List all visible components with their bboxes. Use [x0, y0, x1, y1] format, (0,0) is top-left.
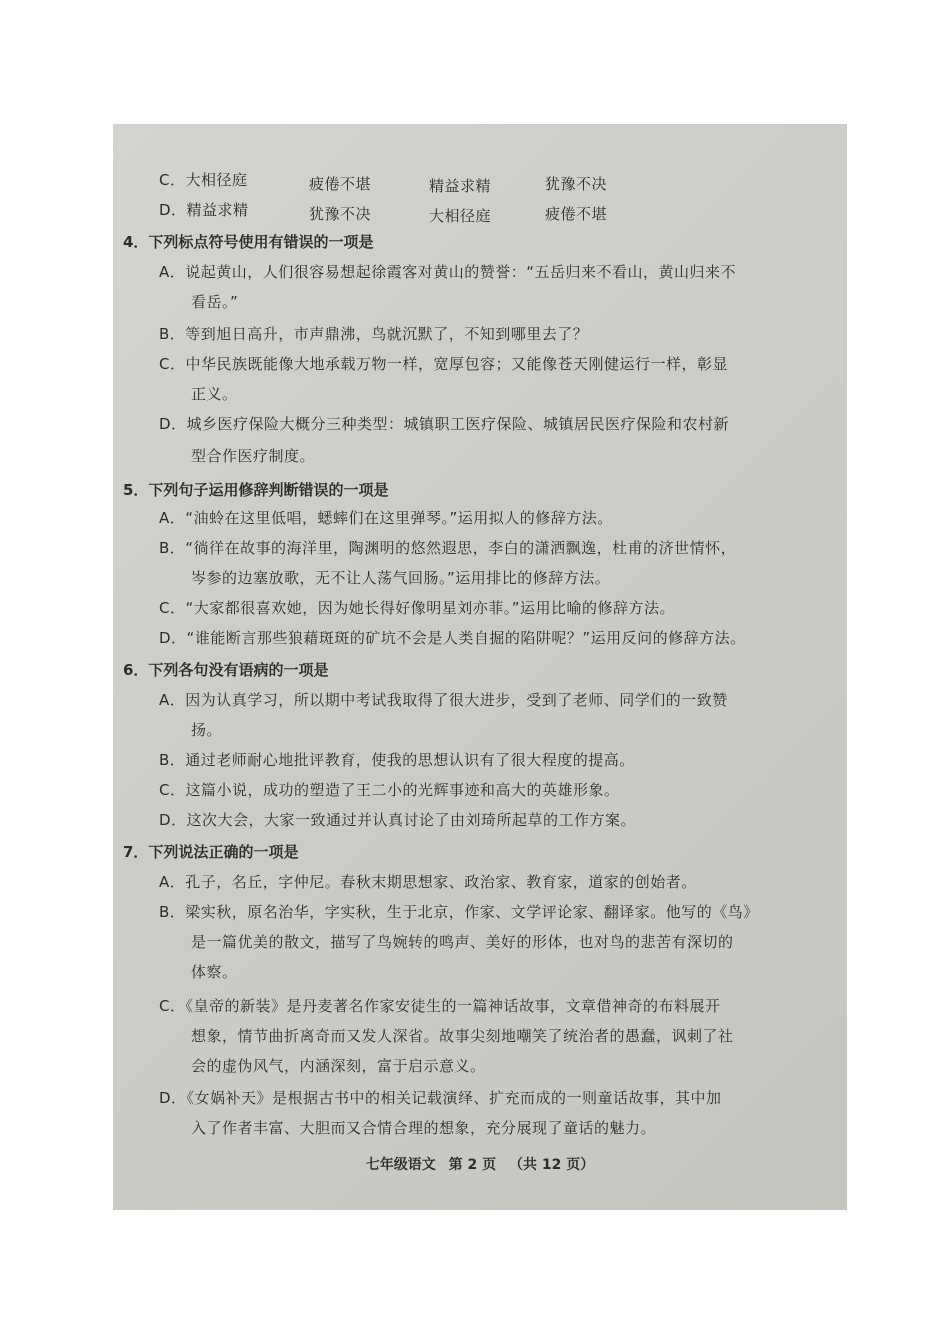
footer-total-pages: （共 12 页） — [509, 1157, 595, 1173]
q7-option-b-cont1: 是一篇优美的散文，描写了鸟婉转的鸣声、美好的形体，也对鸟的悲苦有深切的 — [191, 933, 734, 951]
q7-option-c: C．《皇帝的新装》是丹麦著名作家安徒生的一篇神话故事，文章借神奇的布料展开 — [159, 997, 721, 1015]
q6-stem: 6．下列各句没有语病的一项是 — [123, 661, 329, 679]
q7-option-c-cont1: 想象，情节曲折离奇而又发人深省。故事尖刻地嘲笑了统治者的愚蠢，讽刺了社 — [191, 1027, 734, 1045]
q6-option-a: A．因为认真学习，所以期中考试我取得了很大进步，受到了老师、同学们的一致赞 — [159, 691, 728, 709]
q7-option-d: D．《女娲补天》是根据古书中的相关记载演绎、扩充而成的一则童话故事，其中加 — [159, 1089, 722, 1107]
q7-option-b: B．梁实秋，原名治华，字实秋，生于北京，作家、文学评论家、翻译家。他写的《鸟》 — [159, 903, 759, 921]
q5-option-b: B．“徜徉在故事的海洋里，陶渊明的悠然遐思，李白的潇洒飘逸，杜甫的济世情怀， — [159, 539, 737, 557]
q7-option-a: A．孔子，名丘，字仲尼。春秋末期思想家、政治家、教育家，道家的创始者。 — [159, 873, 697, 891]
q3-option-c-3: 精益求精 — [429, 177, 492, 195]
q3-option-c-2: 疲倦不堪 — [309, 175, 372, 193]
q5-option-d: D．“谁能断言那些狼藉斑斑的矿坑不会是人类自掘的陷阱呢？”运用反问的修辞方法。 — [159, 629, 746, 647]
q7-stem: 7．下列说法正确的一项是 — [123, 843, 299, 861]
q6-option-b: B．通过老师耐心地批评教育，使我的思想认识有了很大程度的提高。 — [159, 751, 635, 769]
q5-option-b-cont: 岑参的边塞放歌，无不让人荡气回肠。”运用排比的修辞方法。 — [191, 569, 611, 587]
q7-option-c-cont2: 会的虚伪风气，内涵深刻，富于启示意义。 — [191, 1057, 486, 1075]
q4-option-c: C．中华民族既能像大地承载万物一样，宽厚包容；又能像苍天刚健运行一样，彰显 — [159, 355, 728, 373]
q6-option-a-cont: 扬。 — [191, 721, 223, 739]
q3-option-c-4: 犹豫不决 — [545, 175, 608, 193]
q3-option-c-1: C．大相径庭 — [159, 171, 248, 189]
q3-option-d-3: 大相径庭 — [429, 207, 492, 225]
q6-option-d: D．这次大会，大家一致通过并认真讨论了由刘琦所起草的工作方案。 — [159, 811, 637, 829]
q4-option-a-cont: 看岳。” — [191, 293, 239, 311]
q4-stem: 4．下列标点符号使用有错误的一项是 — [123, 233, 374, 251]
q4-option-a: A．说起黄山，人们很容易想起徐霞客对黄山的赞誉：“五岳归来不看山，黄山归来不 — [159, 263, 737, 281]
footer-grade: 七年级语文 — [365, 1157, 436, 1173]
q5-stem: 5．下列句子运用修辞判断错误的一项是 — [123, 481, 389, 499]
q3-option-d-4: 疲倦不堪 — [545, 205, 608, 223]
q4-option-c-cont: 正义。 — [191, 385, 238, 403]
q4-option-d-cont: 型合作医疗制度。 — [191, 447, 316, 465]
footer-page-number: 第 2 页 — [448, 1157, 497, 1173]
q4-option-d: D．城乡医疗保险大概分三种类型：城镇职工医疗保险、城镇居民医疗保险和农村新 — [159, 415, 730, 433]
exam-content — [113, 124, 847, 1210]
exam-page-photo — [113, 124, 847, 1210]
q7-option-b-cont2: 体察。 — [191, 963, 238, 981]
q3-option-d-1: D．精益求精 — [159, 201, 249, 219]
page-footer — [113, 1154, 847, 1174]
q3-option-d-2: 犹豫不决 — [309, 205, 372, 223]
q6-option-c: C．这篇小说，成功的塑造了王二小的光辉事迹和高大的英雄形象。 — [159, 781, 620, 799]
q5-option-c: C．“大家都很喜欢她，因为她长得好像明星刘亦菲。”运用比喻的修辞方法。 — [159, 599, 676, 617]
q4-option-b: B．等到旭日高升，市声鼎沸，鸟就沉默了，不知到哪里去了？ — [159, 325, 589, 343]
q7-option-d-cont: 入了作者丰富、大胆而又合情合理的想象，充分展现了童话的魅力。 — [191, 1119, 657, 1137]
q5-option-a: A．“油蛉在这里低唱，蟋蟀们在这里弹琴。”运用拟人的修辞方法。 — [159, 509, 613, 527]
